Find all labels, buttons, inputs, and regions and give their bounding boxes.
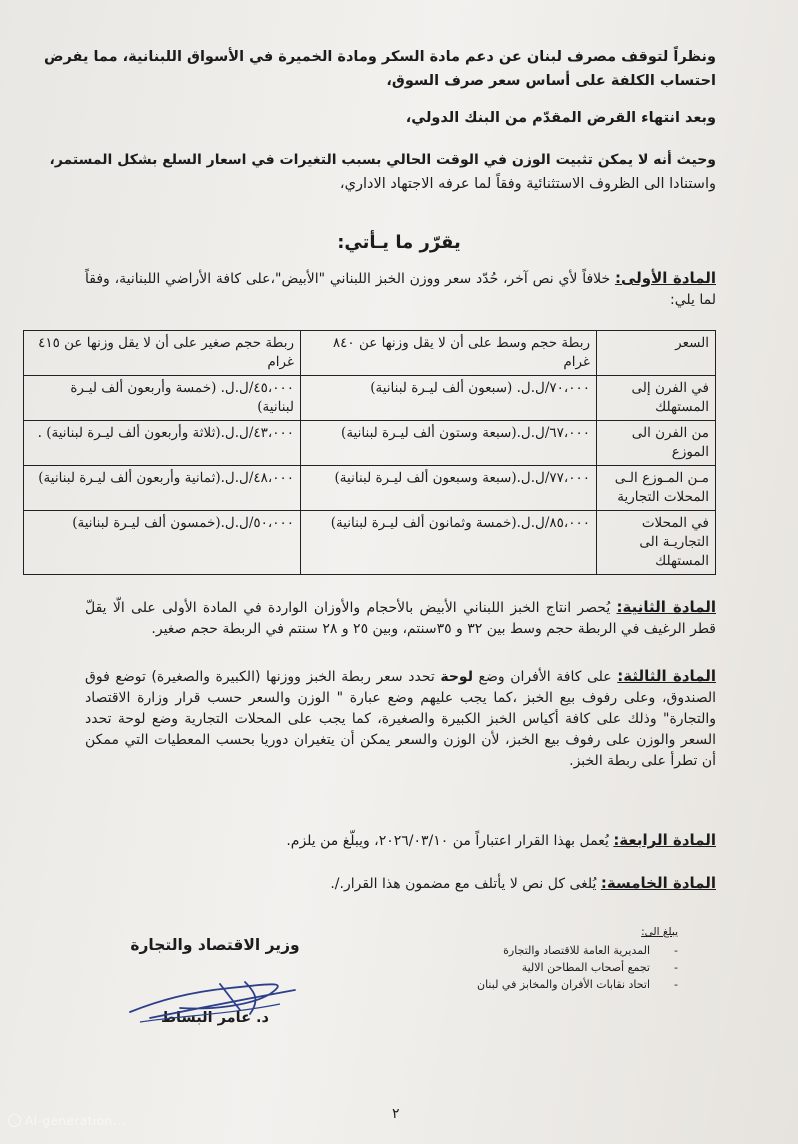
page-number: ٢	[392, 1106, 400, 1122]
medium-price: ٧٠،٠٠٠/ل.ل. (سبعون ألف ليـرة لبنانية)	[301, 376, 597, 421]
medium-price: ٧٧،٠٠٠/ل.ل.(سبعة وسبعون ألف ليـرة لبنانية)	[301, 466, 597, 511]
article-2-label: المادة الثانية:	[616, 598, 716, 616]
preamble-line-3: وبعد انتهاء القرض المقدّم من البنك الدولي،	[405, 110, 716, 126]
article-4	[85, 830, 716, 852]
decision-heading: يقرّر ما يـأتي:	[337, 232, 461, 253]
article-2-text: يُحصر انتاج الخبز اللبناني الأبيض بالأحجام والأوزان الواردة في المادة الأولى على الّا يقلّ قطر الرغيف في الربطة حجم وسط بين ٣٢ و ٣٥سنتم، وبين ٢٥ و ٢٨ سنتم في الربطة حجم صغير.	[85, 600, 716, 637]
article-2	[85, 597, 716, 640]
small-price: ٥٠،٠٠٠/ل.ل.(خمسون ألف ليـرة لبنانية)	[24, 511, 301, 575]
small-price: ٤٥،٠٠٠/ل.ل. (خمسة وأربعون ألف ليـرة لبنانية)	[24, 376, 301, 421]
signature-block	[130, 936, 300, 1026]
article-5-label: المادة الخامسة:	[600, 874, 716, 892]
article-3-label: المادة الثالثة:	[617, 667, 716, 685]
row-label: من الفرن الى الموزع	[597, 421, 716, 466]
signer-name: د. عامر البساط	[161, 1010, 269, 1026]
preamble-line-4: وحيث أنه لا يمكن تثبيت الوزن في الوقت الحالي بسبب التغيرات في اسعار السلع بشكل المستمر،	[49, 152, 716, 168]
article-4-text: يُعمل بهذا القرار اعتباراً من ٢٠٢٦/٠٣/١٠، ويبلّغ من يلزم.	[286, 833, 614, 849]
list-item-text: تجمع أصحاب المطاحن الالية	[521, 961, 650, 974]
table-row	[24, 376, 716, 421]
table-row	[24, 421, 716, 466]
watermark	[8, 1114, 126, 1128]
minister-title: وزير الاقتصاد والتجارة	[130, 936, 300, 954]
bread-price-table	[23, 330, 716, 575]
list-item: - المديرية العامة للاقتصاد والتجارة	[503, 944, 678, 957]
preamble-line-1: ونظراً لتوقف مصرف لبنان عن دعم مادة السكر ومادة الخميرة في الأسواق اللبنانية، مما يفرض	[44, 49, 716, 65]
article-3-text-a: على كافة الأفران وضع	[472, 669, 618, 685]
small-price: ٤٣،٠٠٠/ل.ل.(ثلاثة وأربعون ألف ليـرة لبنانية) .	[24, 421, 301, 466]
article-4-label: المادة الرابعة:	[613, 831, 716, 849]
medium-price: ٦٧،٠٠٠/ل.ل.(سبعة وستون ألف ليـرة لبنانية)	[301, 421, 597, 466]
header-medium: ربطة حجم وسط على أن لا يقل وزنها عن ٨٤٠ غرام	[301, 331, 597, 376]
article-1-label: المادة الأولى:	[614, 269, 716, 287]
row-label: مـن المـوزع الـى المحلات التجارية	[597, 466, 716, 511]
header-small: ربطة حجم صغير على أن لا يقل وزنها عن ٤١٥ غرام	[24, 331, 301, 376]
small-price: ٤٨،٠٠٠/ل.ل.(ثمانية وأربعون ألف ليـرة لبنانية)	[24, 466, 301, 511]
handwritten-signature	[120, 970, 310, 1030]
article-5-text: يُلغى كل نص لا يأتلف مع مضمون هذا القرار./.	[330, 876, 601, 892]
article-3-text-b: تحدد سعر ربطة الخبز ووزنها (الكبيرة والصغيرة) توضع فوق الصندوق، وعلى رفوف بيع الخبز ،كما يجب عليهم وضع عبارة " الوزن والسعر حسب قرار وزارة الاقتصاد والتجارة" وذلك على كافة أكياس الخبز الكبيرة والصغيرة، كما يجب على المحلات التجارية وضع لوحة تحدد السعر والوزن على رفوف بيع الخبز، لأن الوزن والسعر يمكن أن يتغيران دوريا بحسب المعطيات التي ممكن أن تطرأ على ربطة الخبز.	[85, 669, 716, 769]
article-5	[85, 873, 716, 895]
row-label: في الفرن إلى المستهلك	[597, 376, 716, 421]
distribution-title: يبلغ الى:	[641, 926, 678, 938]
article-1-text: خلافاً لأي نص آخر، حُدّد سعر ووزن الخبز اللبناني "الأبيض"،على كافة الأراضي اللبنانية، وفقاً لما يلي:	[85, 271, 716, 308]
distribution-list	[458, 924, 678, 993]
watermark-text: Al-generation...	[25, 1114, 126, 1128]
list-item: - اتحاد نقابات الأفران والمخابز في لبنان	[477, 978, 678, 991]
article-3	[85, 666, 716, 772]
table-row	[24, 511, 716, 575]
preamble-line-2: احتساب الكلفة على أساس سعر صرف السوق،	[386, 73, 716, 89]
list-item-text: اتحاد نقابات الأفران والمخابز في لبنان	[477, 978, 650, 991]
article-3-sign-word: لوحة	[440, 669, 473, 685]
preamble-line-5: واستنادا الى الظروف الاستثنائية وفقاً لما عرفه الاجتهاد الاداري،	[339, 176, 716, 192]
table-header-row	[24, 331, 716, 376]
list-item: - تجمع أصحاب المطاحن الالية	[521, 961, 678, 974]
article-1	[85, 268, 716, 311]
header-price: السعر	[597, 331, 716, 376]
row-label: في المحلات التجاريـة الى المستهلك	[597, 511, 716, 575]
table-row	[24, 466, 716, 511]
medium-price: ٨٥،٠٠٠/ل.ل.(خمسة وثمانون ألف ليـرة لبنانية)	[301, 511, 597, 575]
watermark-icon	[8, 1114, 21, 1127]
list-item-text: المديرية العامة للاقتصاد والتجارة	[503, 944, 650, 957]
